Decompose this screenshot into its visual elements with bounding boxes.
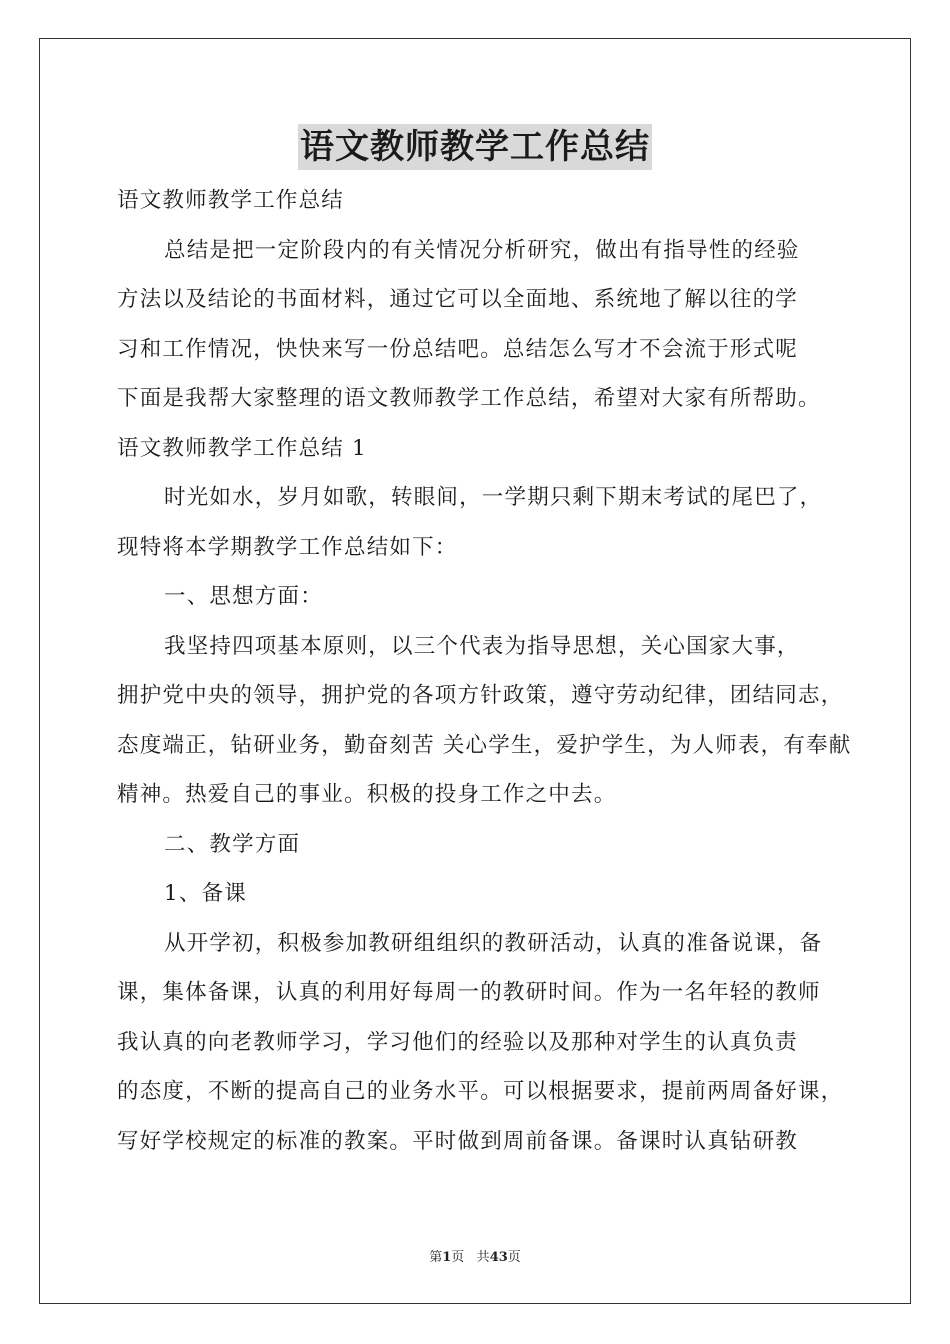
text-line: 语文教师教学工作总结: [117, 188, 345, 213]
document-body: [117, 176, 852, 1166]
subsection-heading: 一、思想方面：: [164, 584, 323, 609]
text-line: 精神。热爱自己的事业。积极的投身工作之中去。: [117, 782, 617, 807]
footer-page-number: 1: [442, 1250, 452, 1265]
subsection-heading: 1、备课: [164, 881, 247, 906]
text-line: 课，集体备课，认真的利用好每周一的教研时间。作为一名年轻的教师: [117, 980, 821, 1005]
footer-total-suffix: 页: [507, 1250, 521, 1265]
text-line: 时光如水，岁月如歌，转眼间，一学期只剩下期末考试的尾巴了，: [164, 485, 823, 510]
text-line: 习和工作情况，快快来写一份总结吧。总结怎么写才不会流于形式呢: [117, 336, 799, 362]
footer-prefix: 第: [429, 1250, 443, 1265]
text-line: 从开学初，积极参加教研组组织的教研活动，认真的准备说课，备: [164, 930, 823, 956]
footer-page-suffix: 页: [451, 1250, 465, 1265]
title-container: [0, 124, 950, 170]
footer-total-prefix: 共: [476, 1250, 490, 1265]
footer-total-pages: 43: [489, 1250, 508, 1265]
text-line: 态度端正，钻研业务，勤奋刻苦 关心学生，爱护学生，为人师表，有奉献: [117, 732, 852, 758]
text-line: 写好学校规定的标准的教案。平时做到周前备课。备课时认真钻研教: [117, 1128, 799, 1154]
text-line: 总结是把一定阶段内的有关情况分析研究，做出有指导性的经验: [164, 237, 800, 263]
text-line: 下面是我帮大家整理的语文教师教学工作总结，希望对大家有所帮助。: [117, 386, 821, 411]
page-footer: [0, 1246, 950, 1265]
text-line: 我认真的向老教师学习，学习他们的经验以及那种对学生的认真负责: [117, 1029, 799, 1055]
text-line: 我坚持四项基本原则，以三个代表为指导思想，关心国家大事，: [164, 633, 800, 659]
text-line: 拥护党中央的领导，拥护党的各项方针政策，遵守劳动纪律，团结同志，: [117, 683, 844, 708]
document-title: 语文教师教学工作总结: [298, 124, 652, 170]
text-line: 现特将本学期教学工作总结如下：: [117, 534, 458, 560]
text-line: 的态度，不断的提高自己的业务水平。可以根据要求，提前两周备好课，: [117, 1079, 844, 1104]
section-heading: 语文教师教学工作总结 1: [117, 435, 367, 461]
text-line: 方法以及结论的书面材料，通过它可以全面地、系统地了解以往的学: [117, 287, 799, 312]
subsection-heading: 二、教学方面: [164, 831, 301, 857]
